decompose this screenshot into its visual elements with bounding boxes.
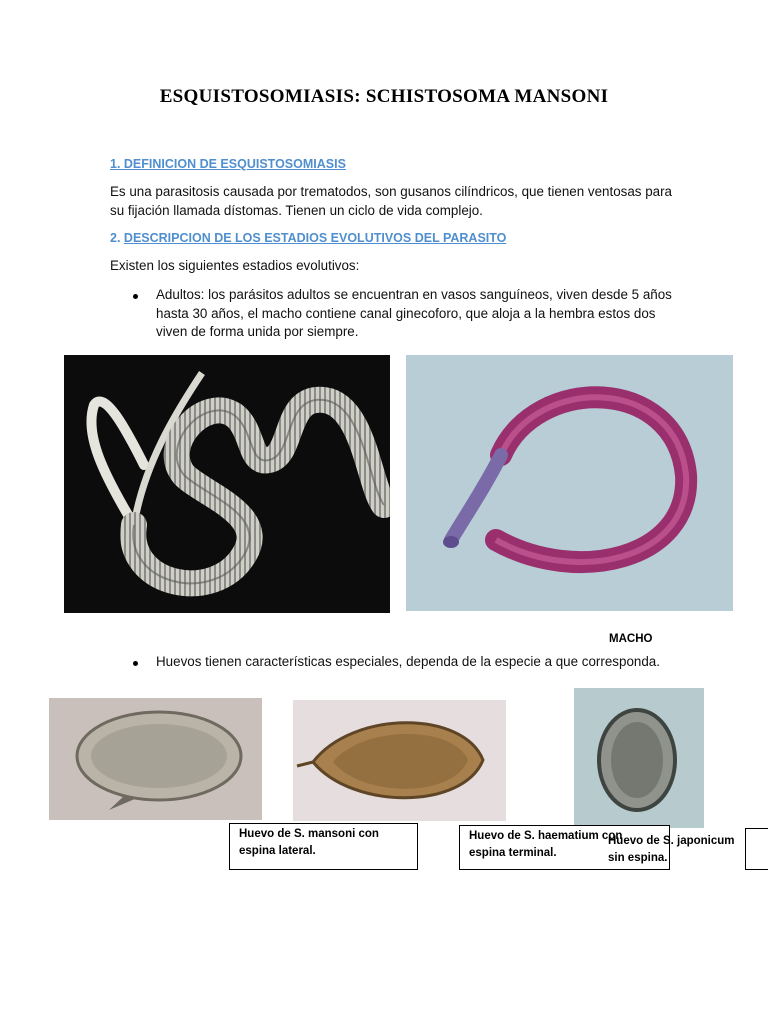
caption-haematobium-line2: espina terminal. bbox=[469, 847, 557, 859]
section1-line2: su fijación llamada dístomas. Tienen un ciclo de vida complejo. bbox=[110, 202, 483, 218]
section1-paragraph bbox=[110, 183, 672, 220]
section1-heading: 1. DEFINICION DE ESQUISTOSOMIASIS bbox=[110, 157, 346, 171]
bullet1-line1: Adultos: los parásitos adultos se encuentran en vasos sanguíneos, viven desde 5 años bbox=[156, 287, 672, 302]
macho-label: MACHO bbox=[609, 633, 653, 645]
egg-japonicum-photo bbox=[574, 688, 704, 828]
adult-worms-photo bbox=[64, 355, 390, 613]
section1-line1: Es una parasitosis causada por trematodos, son gusanos cilíndricos, que tienen ventosas para bbox=[110, 184, 672, 199]
bullet-dot-1 bbox=[133, 294, 138, 299]
male-worm-photo bbox=[406, 355, 733, 611]
caption-box-partial bbox=[745, 828, 768, 870]
page-title: ESQUISTOSOMIASIS: SCHISTOSOMA MANSONI bbox=[159, 86, 609, 107]
egg-mansoni-photo bbox=[49, 698, 262, 820]
bullet1-text bbox=[156, 286, 672, 342]
egg-haematobium-photo bbox=[293, 700, 506, 821]
caption-mansoni bbox=[229, 823, 418, 870]
caption-haematobium-line1: Huevo de S. haematium con bbox=[469, 830, 623, 842]
section2-heading bbox=[110, 231, 506, 245]
bullet-dot-2 bbox=[133, 661, 138, 666]
bullet2-text: Huevos tienen características especiales, dependa de la especie a que corresponda. bbox=[156, 654, 660, 669]
caption-mansoni-line2: espina lateral. bbox=[239, 845, 316, 857]
caption-japonicum-line1: Huevo de S. japonicum bbox=[608, 835, 735, 847]
bullet1-line2: hasta 30 años, el macho contiene canal ginecoforo, que aloja a la hembra estos dos bbox=[156, 305, 656, 321]
section2-intro: Existen los siguientes estadios evolutivos: bbox=[110, 258, 360, 273]
caption-japonicum-line2: sin espina. bbox=[608, 852, 668, 864]
bullet1-line3: viven de forma unida por siempre. bbox=[156, 324, 359, 339]
caption-japonicum bbox=[608, 833, 735, 867]
section2-heading-text: DESCRIPCION DE LOS ESTADIOS EVOLUTIVOS DEL PARASITO bbox=[123, 231, 507, 245]
section2-number: 2. bbox=[110, 231, 121, 245]
caption-mansoni-line1: Huevo de S. mansoni con bbox=[239, 828, 379, 840]
